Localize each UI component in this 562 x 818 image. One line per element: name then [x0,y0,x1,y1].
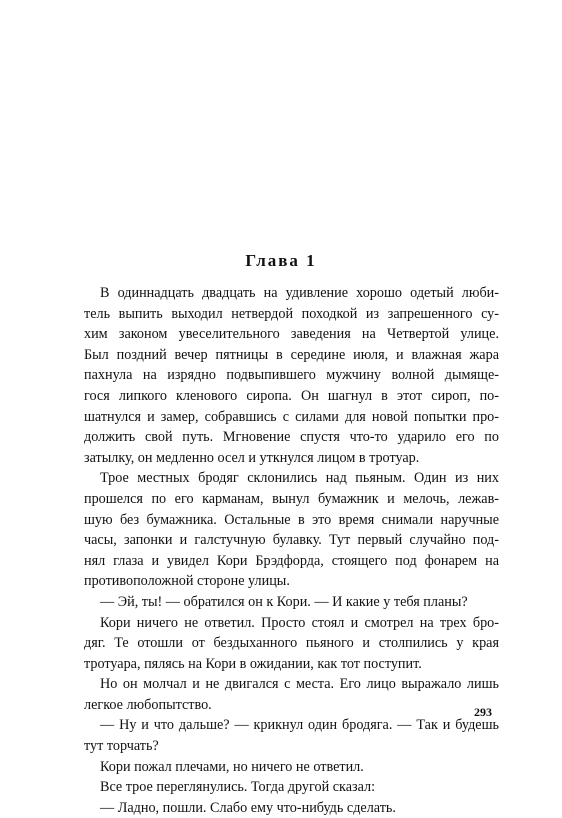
text-line: — Эй, ты! — обратился он к Кори. — И какие у тебя планы? [100,593,468,610]
text-line: тель выпить выходил нетвердой походкой из запрешенного су- [84,305,499,322]
chapter-title: Глава 1 [245,251,317,270]
text-line: шатнулся и замер, собравшись с силами для новой попытки про- [84,408,499,425]
chapter-text [84,283,499,818]
text-line: гося липкого кленового сиропа. Он шагнул в этот сироп, по- [84,387,499,404]
text-line: хим законом увеселительного заведения на Четвертой улице. [84,326,499,343]
text-line: Кори ничего не ответил. Просто стоял и смотрел на трех бро- [100,614,499,631]
text-line: противоположной стороне улицы. [84,573,290,590]
text-line: Кори пожал плечами, но ничего не ответил. [100,758,364,775]
text-line: Но он молчал и не двигался с места. Его лицо выражало лишь [100,676,499,693]
text-line: Был поздний вечер пятницы в середине июля, и влажная жара [84,346,499,363]
text-line: Все трое переглянулись. Тогда другой сказал: [100,779,376,796]
text-line: — Ну и что дальше? — крикнул один бродяга. — Так и будешь [100,717,499,734]
text-line: легкое любопытство. [84,696,212,713]
text-line: затылку, он медленно осел и уткнулся лицом в тротуар. [84,449,420,466]
text-line: Трое местных бродяг склонились над пьяным. Один из них [100,470,499,487]
text-line: часы, запонки и галстучную булавку. Тут первый случайно под- [84,532,499,549]
text-line: — Ладно, пошли. Слабо ему что-нибудь сделать. [100,799,396,816]
page-number: 293 [474,705,492,719]
text-line: тротуара, пялясь на Кори в ожидании, как тот поступит. [84,655,422,672]
text-line: должить свой путь. Мгновение спустя что-то ударило его по [84,429,499,446]
text-line: тут торчать? [84,738,159,755]
text-line: дяг. Те отошли от бездыханного пьяного и столпились у края [84,635,499,652]
text-line: прошелся по его карманам, вынул бумажник и мелочь, лежав- [84,490,499,507]
text-line: шую без бумажника. Остальные в это время снимали наручные [84,511,499,528]
text-line: нял глаза и увидел Кори Брэдфорда, стоящего под фонарем на [84,552,499,569]
text-line: В одиннадцать двадцать на удивление хорошо одетый люби- [100,285,499,301]
text-line: пахнула на изрядно подвыпившего мужчину волной дымяще- [84,367,499,384]
